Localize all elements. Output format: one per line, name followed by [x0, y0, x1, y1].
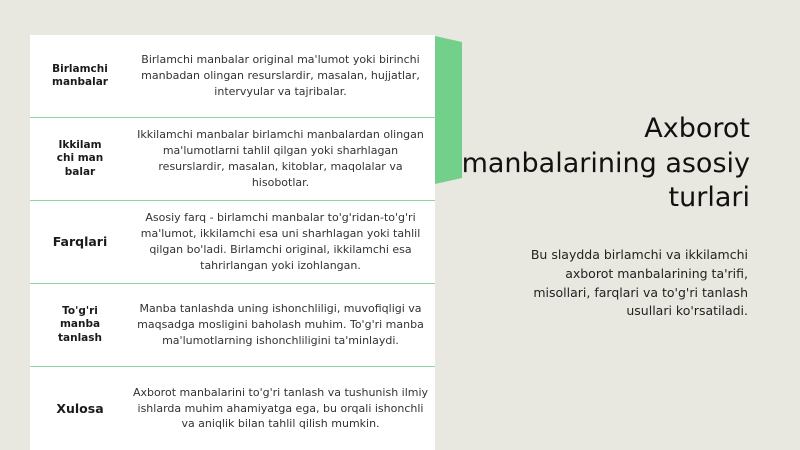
info-table [30, 35, 435, 450]
row-label-farqlari: Farqlari [52, 234, 108, 250]
slide-title: Axborot manbalarining asosiy turlari [461, 113, 750, 214]
row-label-ikkilamchi: Ikkilamchi manbalar [56, 139, 104, 178]
row-text-xulosa: Axborot manbalarini to'g'ri tanlash va tushunish ilmiy ishlarda muhim ahamiyatga ega, bu orqali ishonchli va aniqlik bilan tahlil qilish mumkin. [132, 385, 429, 431]
row-text-birlamchi: Birlamchi manbalar original ma'lumot yoki birinchi manbadan olingan resurslardir, masalan, hujjatlar, intervyular va tajribalar. [141, 53, 420, 98]
row-label-togri-manba: To'g'ri manba tanlash [58, 305, 102, 344]
table-row [30, 284, 435, 367]
row-text-farqlari: Asosiy farq - birlamchi manbalar to'g'ridan-to'g'ri ma'lumot, ikkilamchi esa uni sharhlagan yoki tahlil qilgan bo'ladi. Birlamchi original, ikkilamchi esa tahrirlangan yoki izohlangan. [140, 211, 421, 272]
slide-subtitle: Bu slaydda birlamchi va ikkilamchi axborot manbalarining ta'rifi, misollari, farqlari va to'g'ri tanlash usullari ko'rsatiladi. [530, 247, 748, 319]
row-label-birlamchi: Birlamchi manbalar [52, 62, 108, 88]
row-text-togri-manba: Manba tanlashda uning ishonchliligi, muvofiqligi va maqsadga mosligini baholash muhim. To'g'ri manba ma'lumotlarning ishonchliligini ta'minlaydi. [137, 302, 424, 347]
row-text-ikkilamchi: Ikkilamchi manbalar birlamchi manbalardan olingan ma'lumotlarni tahlil qilgan yoki sharhlagan resurslardir, masalan, kitoblar, maqolalar va hisobotlar. [137, 128, 424, 189]
table-row [30, 367, 435, 450]
row-label-xulosa: Xulosa [56, 400, 104, 416]
table-row [30, 201, 435, 284]
table-row [30, 35, 435, 118]
table-row [30, 118, 435, 201]
